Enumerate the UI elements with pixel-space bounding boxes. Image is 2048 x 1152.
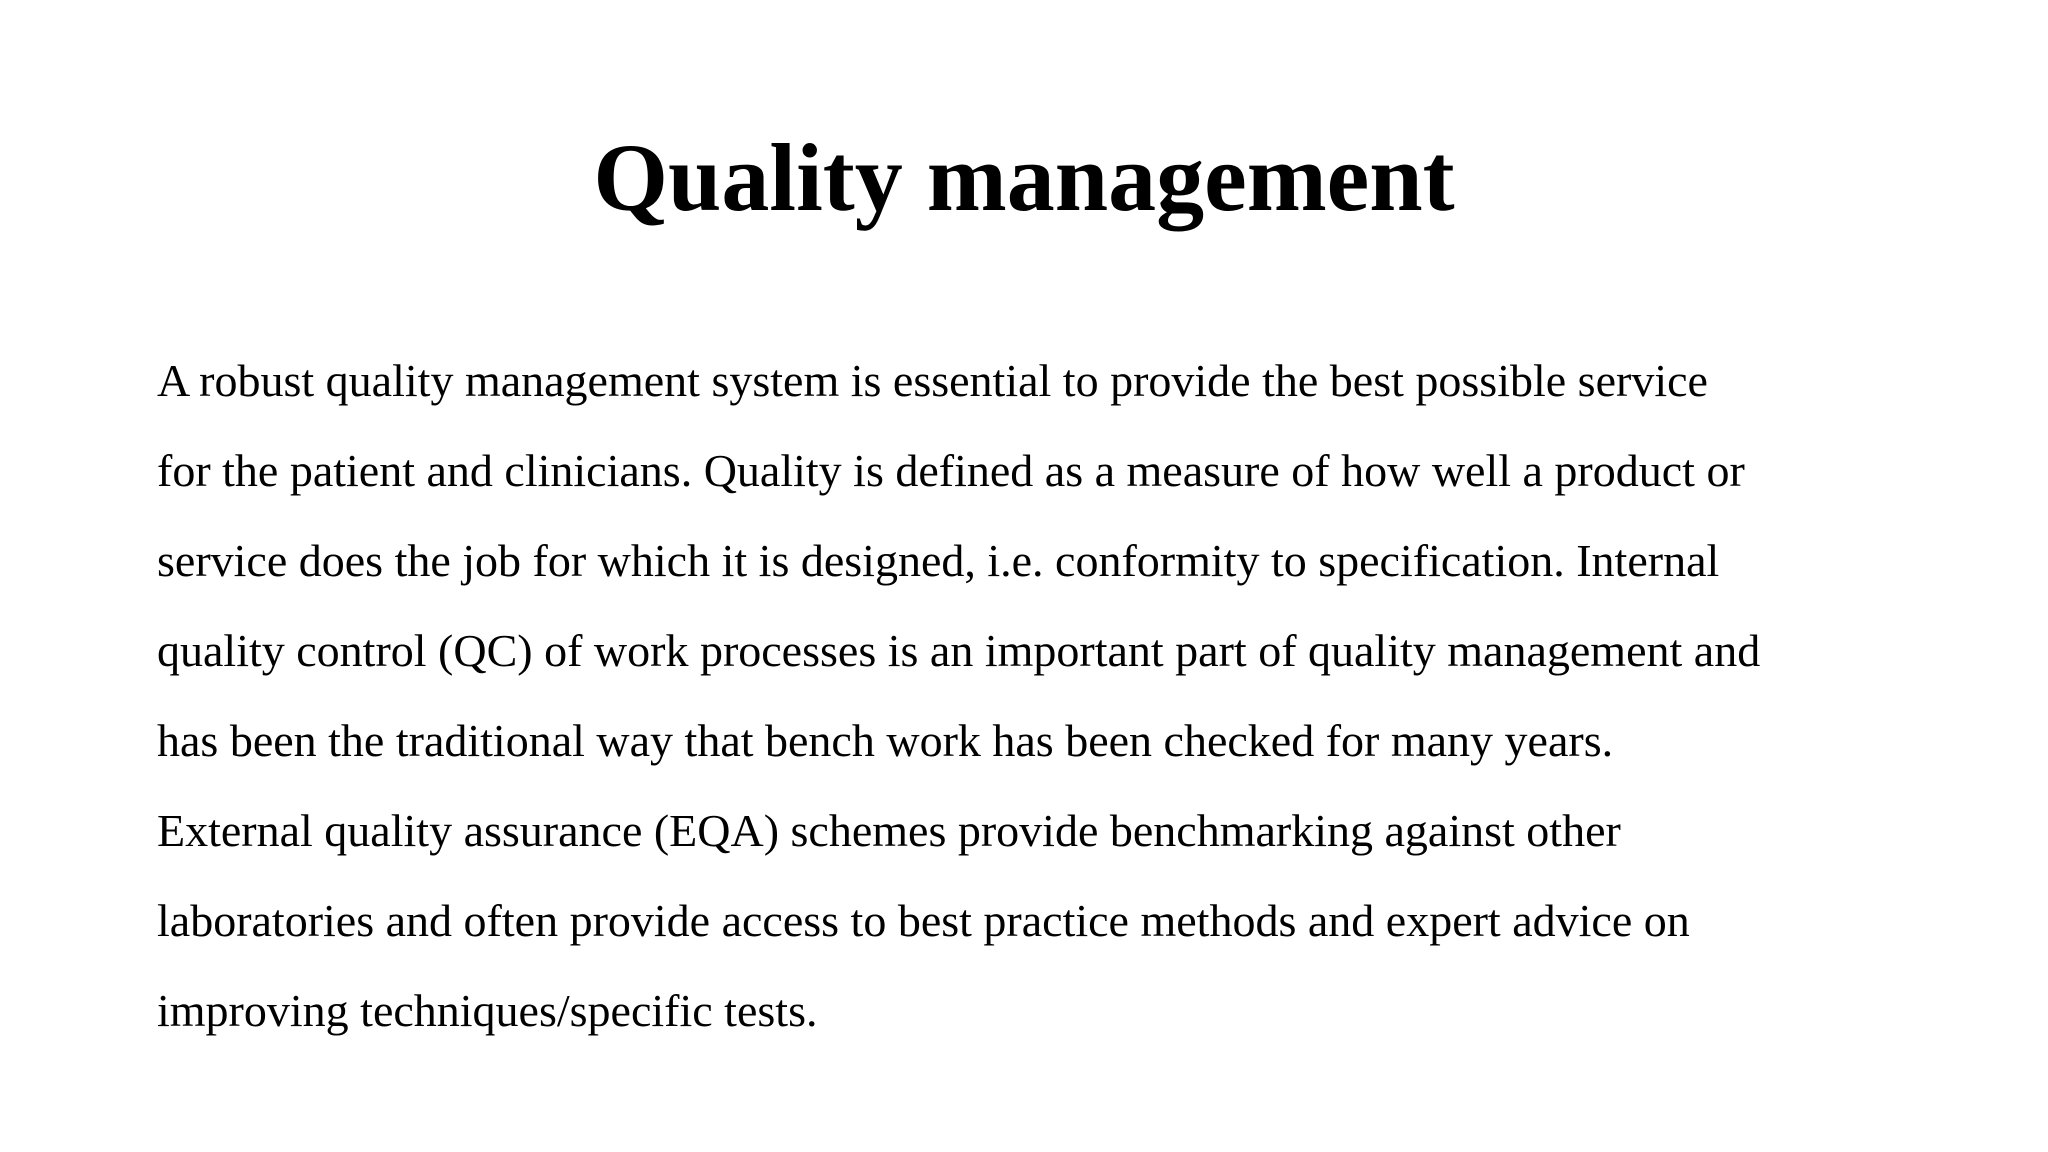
body-line: quality control (QC) of work processes is an important part of quality management and: [157, 625, 1761, 676]
body-line: has been the traditional way that bench work has been checked for many years.: [157, 715, 1614, 766]
slide-title: Quality management: [593, 124, 1455, 231]
body-line: service does the job for which it is designed, i.e. conformity to specification. Internal: [157, 535, 1720, 586]
body-line: improving techniques/specific tests.: [157, 985, 818, 1036]
body-line: laboratories and often provide access to best practice methods and expert advice on: [157, 895, 1690, 946]
body-line: External quality assurance (EQA) schemes provide benchmarking against other: [157, 805, 1621, 856]
body-line: for the patient and clinicians. Quality is defined as a measure of how well a product or: [157, 445, 1745, 496]
body-paragraph: [157, 336, 1917, 1056]
body-line: A robust quality management system is essential to provide the best possible service: [157, 355, 1708, 406]
